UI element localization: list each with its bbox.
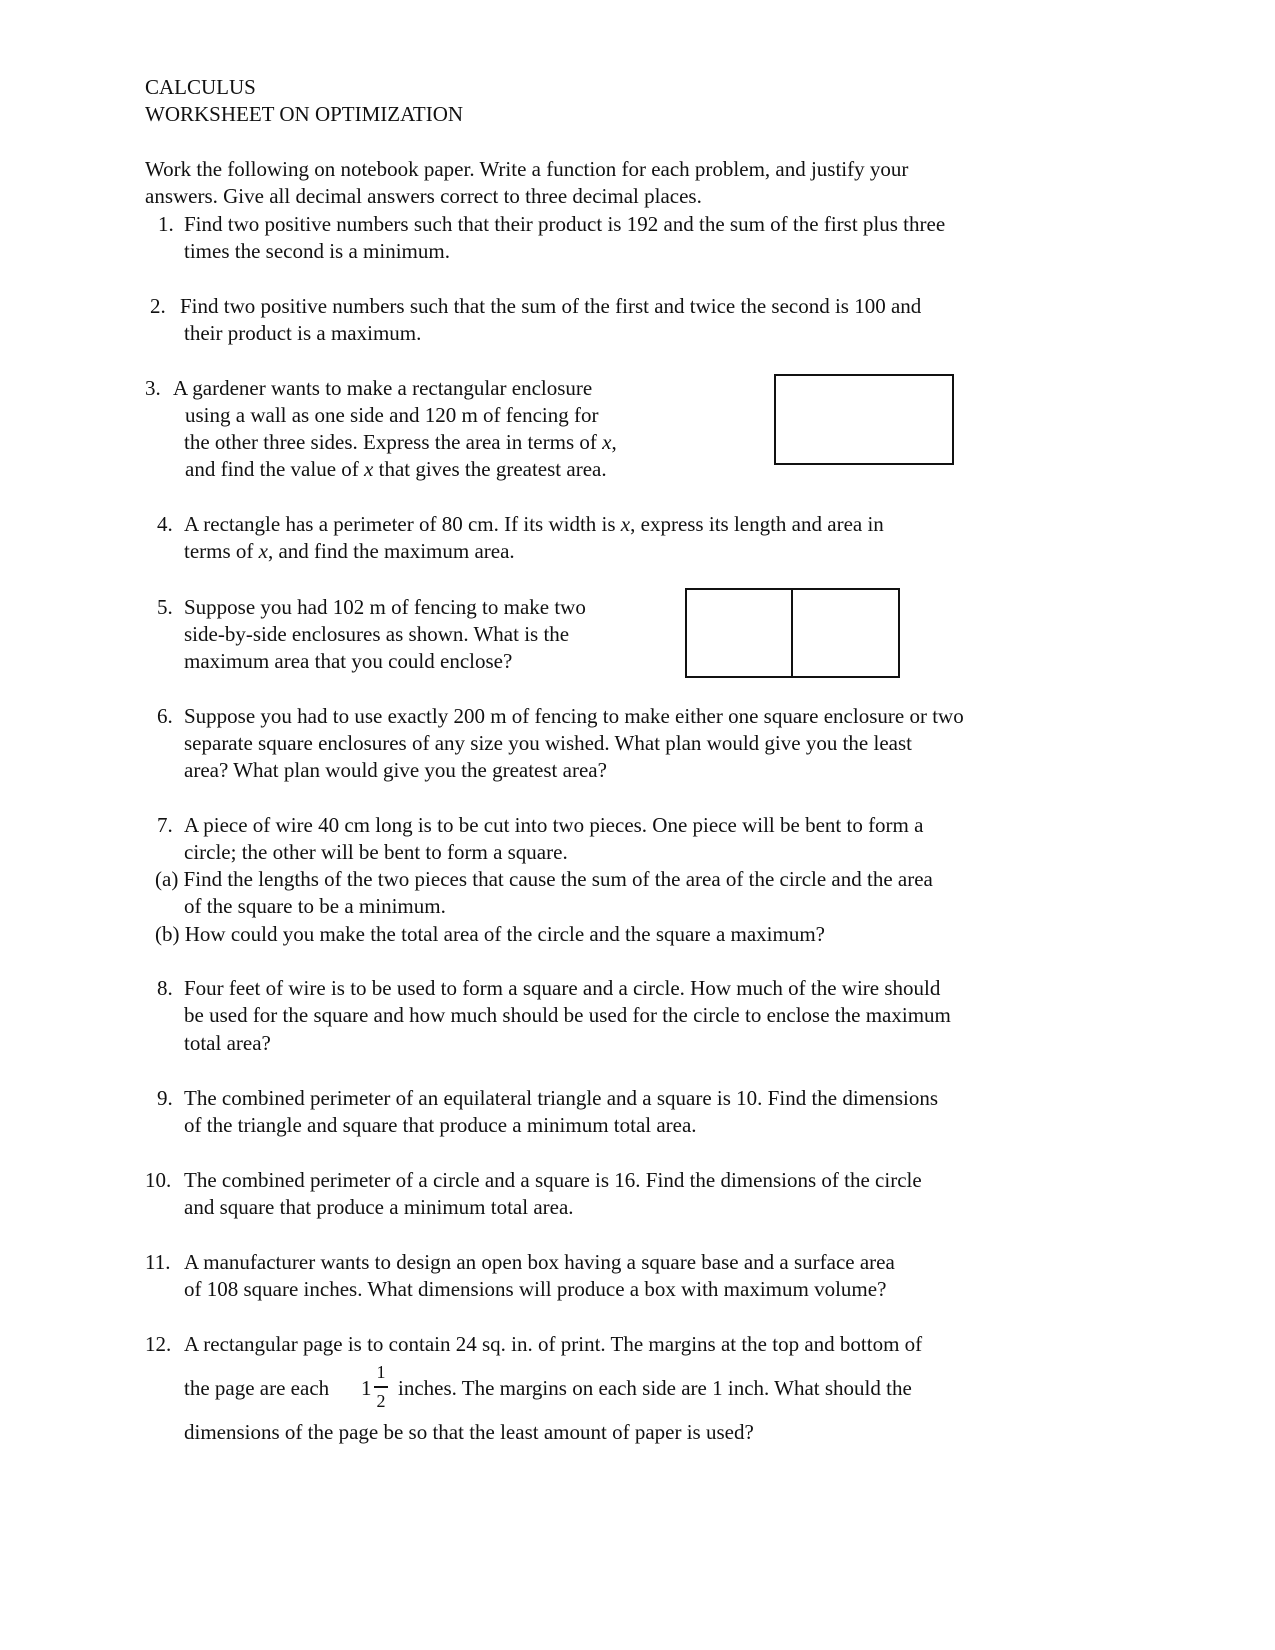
problem-7a-text: of the square to be a minimum.: [184, 894, 446, 918]
problem-12-text: inches. The margins on each side are 1 inch. What should the: [398, 1376, 912, 1400]
problem-6-text: Suppose you had to use exactly 200 m of fencing to make either one square enclosure or two: [184, 704, 964, 728]
enclosure-diagram: [774, 374, 954, 465]
problem-7b-text: (b) How could you make the total area of the circle and the square a maximum?: [155, 922, 825, 946]
fraction-denominator: 2: [376, 1391, 386, 1411]
problem-3-text: and find the value of x that gives the greatest area.: [185, 457, 607, 481]
variable-x: x: [364, 457, 374, 481]
problem-6-text: area? What plan would give you the greatest area?: [184, 758, 607, 782]
problem-2-text: Find two positive numbers such that the sum of the first and twice the second is 100 and: [180, 294, 922, 318]
problem-number: 8.: [157, 976, 173, 1000]
problem-8-text: Four feet of wire is to be used to form a square and a circle. How much of the wire should: [184, 976, 941, 1000]
problem-1-text: Find two positive numbers such that their product is 192 and the sum of the first plus three: [184, 212, 946, 236]
problem-3-text: the other three sides. Express the area in terms of x,: [184, 430, 617, 454]
problem-5-text: maximum area that you could enclose?: [184, 649, 513, 673]
problem-number: 1.: [158, 212, 174, 236]
problem-number: 5.: [157, 595, 173, 619]
problem-10-text: The combined perimeter of a circle and a square is 16. Find the dimensions of the circle: [184, 1168, 922, 1192]
problem-10-text: and square that produce a minimum total area.: [184, 1195, 574, 1219]
course-title: CALCULUS: [145, 75, 256, 99]
problem-1-text: times the second is a minimum.: [184, 239, 450, 263]
problem-5-text: Suppose you had 102 m of fencing to make two: [184, 595, 586, 619]
problem-number: 7.: [157, 813, 173, 837]
problem-4-text: A rectangle has a perimeter of 80 cm. If its width is x, express its length and area in: [184, 512, 884, 536]
problem-12-text: A rectangular page is to contain 24 sq. in. of print. The margins at the top and bottom of: [184, 1332, 923, 1356]
problem-3-text: using a wall as one side and 120 m of fencing for: [185, 403, 599, 427]
problem-11-text: of 108 square inches. What dimensions will produce a box with maximum volume?: [184, 1277, 887, 1301]
variable-x: x: [258, 539, 268, 563]
problem-7-text: circle; the other will be bent to form a square.: [184, 840, 568, 864]
problem-number: 4.: [157, 512, 173, 536]
problem-number: 11.: [145, 1250, 171, 1274]
problem-3-text: A gardener wants to make a rectangular enclosure: [173, 376, 593, 400]
fraction-numerator: 1: [376, 1362, 386, 1382]
problem-7-text: A piece of wire 40 cm long is to be cut into two pieces. One piece will be bent to form a: [184, 813, 924, 837]
problem-number: 2.: [150, 294, 166, 318]
problem-number: 10.: [145, 1168, 172, 1192]
worksheet-title: WORKSHEET ON OPTIMIZATION: [145, 102, 464, 126]
enclosure-divider: [791, 588, 793, 678]
problem-number: 12.: [145, 1332, 172, 1356]
fraction-bar: [374, 1386, 388, 1388]
instructions-line: answers. Give all decimal answers correct to three decimal places.: [145, 184, 702, 208]
problem-8-text: be used for the square and how much should be used for the circle to enclose the maximum: [184, 1003, 951, 1027]
problem-5-text: side-by-side enclosures as shown. What is the: [184, 622, 570, 646]
problem-9-text: of the triangle and square that produce a minimum total area.: [184, 1113, 697, 1137]
problem-9-text: The combined perimeter of an equilateral triangle and a square is 10. Find the dimensions: [184, 1086, 939, 1110]
variable-x: x: [620, 512, 631, 536]
problem-number: 9.: [157, 1086, 173, 1110]
variable-x: x: [602, 430, 612, 454]
problem-6-text: separate square enclosures of any size you wished. What plan would give you the least: [184, 731, 912, 755]
problem-11-text: A manufacturer wants to design an open box having a square base and a surface area: [184, 1250, 895, 1274]
problem-number: 3.: [145, 376, 161, 400]
problem-2-text: their product is a maximum.: [184, 321, 422, 345]
problem-number: 6.: [157, 704, 173, 728]
problem-7a-text: (a) Find the lengths of the two pieces that cause the sum of the area of the circle and the area: [155, 867, 933, 891]
problem-12-text: the page are each: [184, 1376, 330, 1400]
problem-8-text: total area?: [184, 1031, 271, 1055]
mixed-number-whole: 1: [361, 1376, 372, 1400]
instructions-line: Work the following on notebook paper. Write a function for each problem, and justify your: [145, 157, 909, 181]
problem-12-text: dimensions of the page be so that the least amount of paper is used?: [184, 1420, 754, 1444]
problem-4-text: terms of x, and find the maximum area.: [184, 539, 515, 563]
